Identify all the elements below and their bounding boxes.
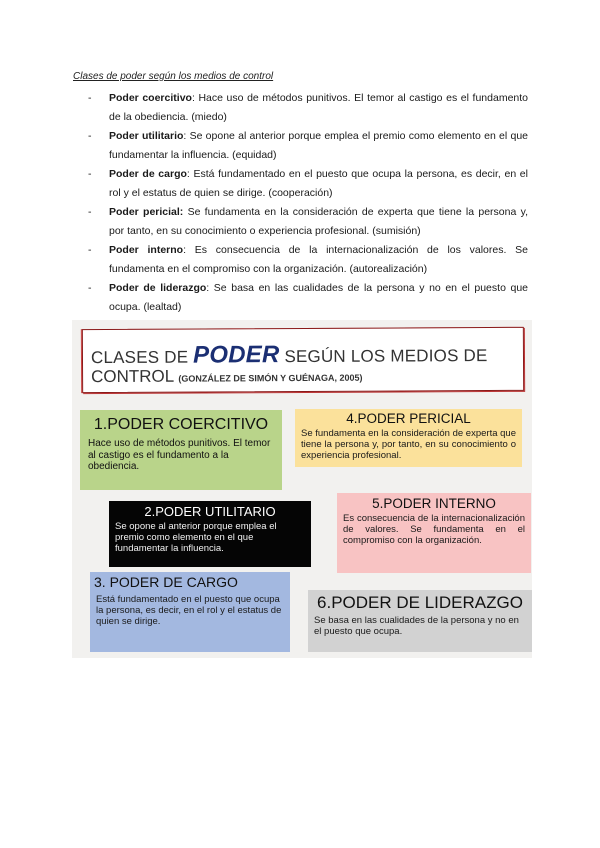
list-item [88, 203, 528, 241]
bullet-dash: - [88, 244, 92, 256]
card-body: Se opone al anterior porque emplea el premio como elemento en el que fundamentar la influencia. [115, 521, 277, 554]
bullet-dash: - [88, 92, 92, 104]
list-item [88, 165, 528, 203]
list-item-text: Se fundamenta en la consideración de experta que tiene la persona y, por tanto, en su conocimiento o experiencia profesional. (sumisión) [109, 206, 528, 237]
list-item [88, 89, 528, 127]
document-heading: Clases de poder según los medios de control [73, 71, 274, 82]
card-title: 1.PODER COERCITIVO [93, 416, 269, 433]
list-item-term: Poder de cargo [109, 168, 187, 180]
bullet-dash: - [88, 168, 92, 180]
title-text: CLASES DE [90, 347, 194, 368]
list-item-text: : Está fundamentado en el puesto que ocupa la persona, es decir, en el rol y el estatus de quien se dirige. (cooperación) [109, 168, 528, 199]
title-emphasis: PODER [193, 341, 280, 369]
title-text: CONTROL [91, 366, 179, 387]
power-types-list [88, 89, 528, 317]
list-item-text: : Es consecuencia de la internacionalización de los valores. Se fundamenta en el compromiso con la organización. (autorealización) [109, 244, 528, 275]
list-item-term: Poder interno [109, 244, 184, 256]
card-poder-de-cargo [90, 572, 290, 652]
card-title: 5.PODER INTERNO [372, 496, 496, 511]
card-body: Se fundamenta en la consideración de experta que tiene la persona y, por tanto, en su conocimiento o experiencia profesional. [301, 428, 516, 461]
title-text: SEGÚN LOS MEDIOS DE [279, 346, 488, 367]
card-poder-pericial [295, 409, 522, 467]
list-item-text: : Se opone al anterior porque emplea el premio como elemento en el que fundamentar la influencia. (equidad) [109, 130, 528, 161]
card-body: Hace uso de métodos punitivos. El temor al castigo es el fundamento a la obediencia. [88, 438, 271, 472]
list-item-term: Poder de liderazgo [109, 282, 207, 294]
bullet-dash: - [88, 206, 92, 218]
infographic-subtitle [91, 366, 363, 387]
card-poder-utilitario [109, 501, 311, 567]
title-source: (GONZÁLEZ DE SIMÓN Y GUÉNAGA, 2005) [178, 372, 363, 384]
list-item-term: Poder coercitivo [109, 92, 192, 104]
power-classes-infographic [72, 320, 532, 658]
card-poder-de-liderazgo [308, 590, 532, 652]
list-item [88, 279, 528, 317]
infographic-title-box [82, 327, 524, 393]
card-title: 4.PODER PERICIAL [346, 411, 471, 426]
list-item-text: : Se basa en las cualidades de la persona y no en el puesto que ocupa. (lealtad) [109, 282, 529, 313]
card-body: Es consecuencia de la internacionalización de valores. Se fundamenta en el compromiso con la organización. [343, 513, 525, 546]
list-item [88, 241, 528, 279]
card-poder-interno [337, 493, 531, 573]
card-body: Está fundamentado en el puesto que ocupa la persona, es decir, en el rol y el estatus de quien se dirige. [96, 594, 282, 627]
list-item [88, 127, 528, 165]
card-poder-coercitivo [80, 410, 282, 490]
card-title: 3. PODER DE CARGO [94, 574, 238, 590]
card-title: 2.PODER UTILITARIO [144, 504, 276, 519]
list-item-term: Poder pericial: [109, 206, 184, 218]
bullet-dash: - [88, 282, 92, 294]
bullet-dash: - [88, 130, 92, 142]
card-title: 6.PODER DE LIDERAZGO [317, 593, 523, 612]
list-item-term: Poder utilitario [109, 130, 184, 142]
list-item-text: : Hace uso de métodos punitivos. El temor al castigo es el fundamento de la obediencia. (miedo) [109, 92, 528, 123]
card-body: Se basa en las cualidades de la persona y no en el puesto que ocupa. [314, 615, 519, 637]
